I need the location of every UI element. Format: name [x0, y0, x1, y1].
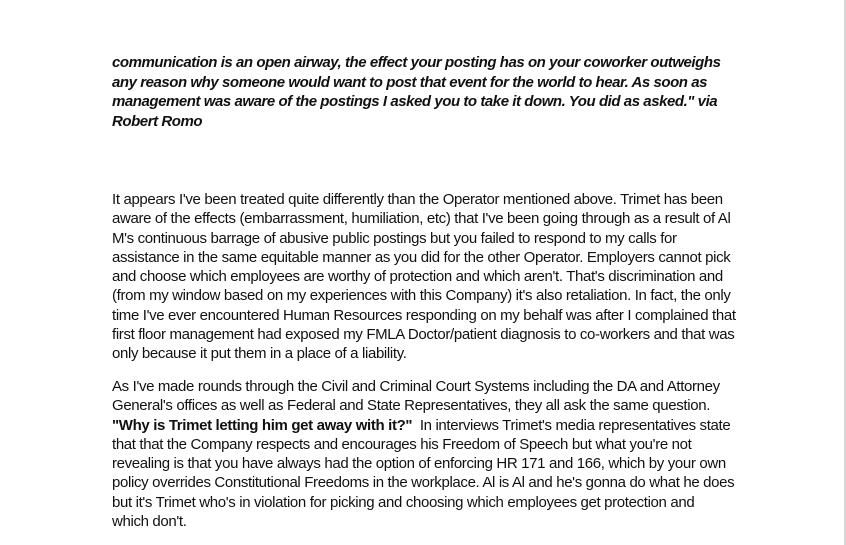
text-run: In interviews Trimet's media representatives state	[412, 416, 731, 434]
text-line: that that the Company respects and encourages his Freedom of Speech but what you're not	[112, 435, 692, 453]
text-line: As I've made rounds through the Civil and Criminal Court Systems including the DA and Attorney	[112, 378, 720, 395]
text-line: revealing is that you have always had the option of enforcing HR 171 and 166, which by your own	[112, 455, 726, 473]
text-line: assistance in the same equitable manner as you did for the other Operator. Employers cannot pick	[112, 248, 731, 266]
text-line: (from my window based on my experiences with this Company) it's also retaliation. In fact, the only	[112, 287, 731, 305]
text-line: M's continuous barrage of abusive public postings but you failed to respond to my calls for	[112, 229, 677, 247]
quoted-statement	[112, 53, 721, 131]
text-line: first floor management had exposed my FMLA Doctor/patient diagnosis to co-workers and that was	[112, 326, 735, 344]
text-line: which don't.	[112, 513, 187, 531]
text-line-with-question	[112, 416, 731, 435]
text-line: and choose which employees are worthy of protection and which aren't. That's discrimination and	[112, 268, 723, 286]
text-line: time I've ever encountered Human Resources responding on my behalf was after I complained that	[112, 306, 736, 324]
bold-question: "Why is Trimet letting him get away with it?"	[112, 416, 413, 434]
text-line: aware of the effects (embarrassment, humiliation, etc) that I've been going through as a result of Al	[112, 210, 731, 228]
quote-line: management was aware of the postings I asked you to take it down. You did as asked." via	[112, 93, 718, 110]
text-line: It appears I've been treated quite differently than the Operator mentioned above. Trimet has been	[112, 191, 723, 208]
quote-attribution: Robert Romo	[112, 112, 203, 130]
text-line: but it's Trimet who's in violation for picking and choosing which employees get protection and	[112, 493, 695, 511]
text-line: policy overrides Constitutional Freedoms in the workplace. Al is Al and he's gonna do what he does	[112, 474, 735, 492]
quote-line: communication is an open airway, the effect your posting has on your coworker outweighs	[112, 54, 721, 71]
quote-line: any reason why someone would want to post that event for the world to hear. As soon as	[112, 73, 708, 91]
paragraph-treatment	[112, 190, 736, 364]
text-line: only because it put them in a place of a liability.	[112, 345, 407, 363]
text-line: General's offices as well as Federal and State Representatives, they all ask the same question.	[112, 397, 711, 415]
paragraph-court-systems	[112, 377, 735, 531]
